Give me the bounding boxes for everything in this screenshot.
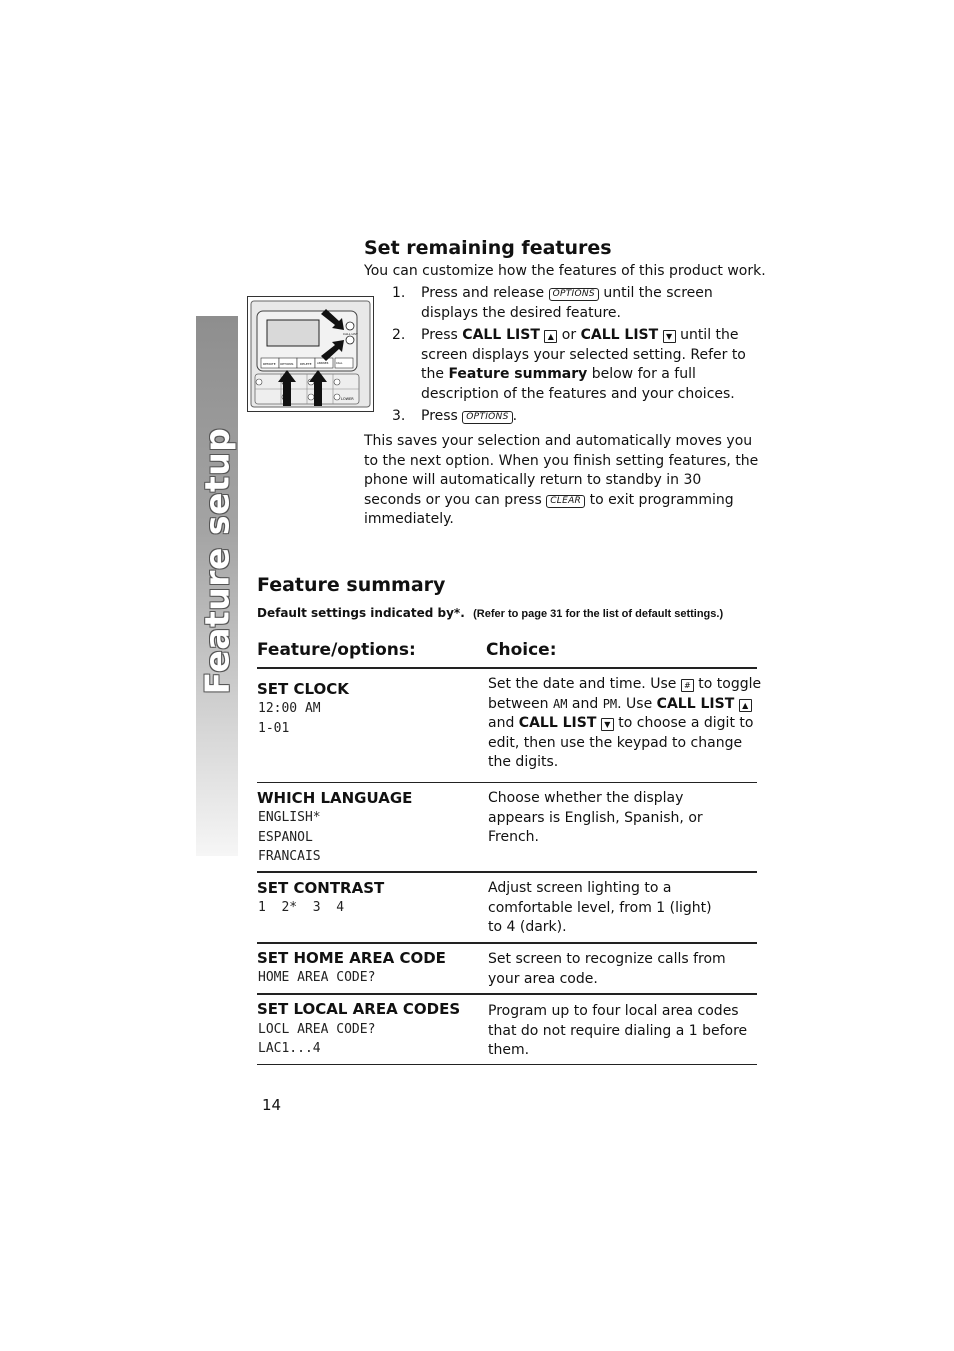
step-text: Press CALL LIST ▲ or CALL LIST ▼ until the screen displays your selected setting. Refer to the Feature summary below for a full description of the features and your choices. — [421, 327, 746, 402]
step-text: Press OPTIONS . — [421, 408, 518, 424]
feature-option: 12:00 AM — [258, 701, 321, 716]
phone-base-illustration — [247, 296, 374, 412]
feature-choice: Choose whether the display appears is English, Spanish, or French. — [488, 790, 703, 845]
feature-option: LAC1...4 — [258, 1041, 321, 1056]
feature-choice: Program up to four local area codes that do not require dialing a 1 before them. — [488, 1003, 748, 1058]
choice-column-header: Choice: — [486, 640, 557, 660]
arrow-up-icon: ▲ — [739, 699, 752, 712]
table-rule — [257, 871, 757, 873]
svg-text:REMOTE: REMOTE — [263, 362, 276, 366]
svg-text:CALL LIST: CALL LIST — [343, 332, 358, 336]
arrow-down-icon: ▼ — [601, 718, 614, 731]
feature-choice: Set screen to recognize calls from your area code. — [488, 951, 726, 987]
feature-option: 1-01 — [258, 721, 290, 736]
feature-option: FRANCAIS — [258, 849, 321, 864]
feature-option: 1 2* 3 4 — [258, 900, 345, 915]
page-number: 14 — [262, 1096, 282, 1114]
feature-name: SET LOCAL AREA CODES — [257, 1000, 461, 1018]
table-rule — [257, 782, 757, 783]
svg-text:CALL: CALL — [336, 362, 343, 365]
feature-name: SET CONTRAST — [257, 879, 385, 897]
feature-choice: Adjust screen lighting to a comfortable level, from 1 (light) to 4 (dark). — [488, 880, 712, 935]
step-item — [392, 407, 772, 427]
intro-text: You can customize how the features of this product work. — [364, 263, 766, 279]
feature-option: ENGLISH* — [258, 810, 321, 825]
svg-text:OPTIONS: OPTIONS — [280, 362, 294, 366]
feature-name: SET HOME AREA CODE — [257, 949, 446, 967]
clear-key-icon: CLEAR — [546, 495, 585, 508]
options-key-icon: OPTIONS — [549, 288, 599, 301]
programming-paragraph: This saves your selection and automatically moves you to the next option. When you finish setting features, the phone will automatically return to standby in 30 seconds or you can press CLEAR to exit programming immediately. — [364, 433, 759, 527]
table-rule — [257, 942, 757, 944]
feature-name: SET CLOCK — [257, 680, 349, 698]
feature-option: HOME AREA CODE? — [258, 970, 376, 985]
step-number: 2. — [392, 327, 406, 343]
options-key-icon: OPTIONS — [462, 411, 512, 424]
svg-text:LOWER: LOWER — [341, 397, 354, 401]
arrow-up-icon: ▲ — [544, 330, 557, 343]
svg-text:ANSWER: ANSWER — [317, 362, 329, 365]
feature-summary-heading: Feature summary — [257, 574, 446, 596]
table-rule — [257, 993, 757, 995]
default-settings-note: Default settings indicated by*. (Refer to page 31 for the list of default settings.) — [257, 606, 724, 620]
feature-option: ESPANOL — [258, 830, 313, 845]
svg-text:DELETE: DELETE — [300, 362, 312, 366]
table-rule — [257, 667, 757, 669]
arrow-down-icon: ▼ — [663, 330, 676, 343]
feature-choice: Set the date and time. Use # to toggle between AM and PM. Use CALL LIST ▲ and CALL LIST ▼ to choose a digit to edit, then use the keypad to change the digits. — [488, 676, 762, 770]
hash-key-icon: # — [681, 679, 694, 692]
step-item — [392, 284, 772, 324]
table-rule — [257, 1064, 757, 1065]
section-side-tab — [196, 316, 238, 856]
set-remaining-features-heading: Set remaining features — [364, 237, 612, 259]
step-number: 1. — [392, 285, 406, 301]
step-item — [392, 326, 772, 406]
feature-name: WHICH LANGUAGE — [257, 789, 413, 807]
side-tab-label: Feature setup — [197, 427, 237, 695]
feature-option: LOCL AREA CODE? — [258, 1022, 376, 1037]
step-text: Press and release OPTIONS until the screen displays the desired feature. — [421, 285, 713, 321]
step-number: 3. — [392, 408, 406, 424]
feature-options-column-header: Feature/options: — [257, 640, 416, 660]
